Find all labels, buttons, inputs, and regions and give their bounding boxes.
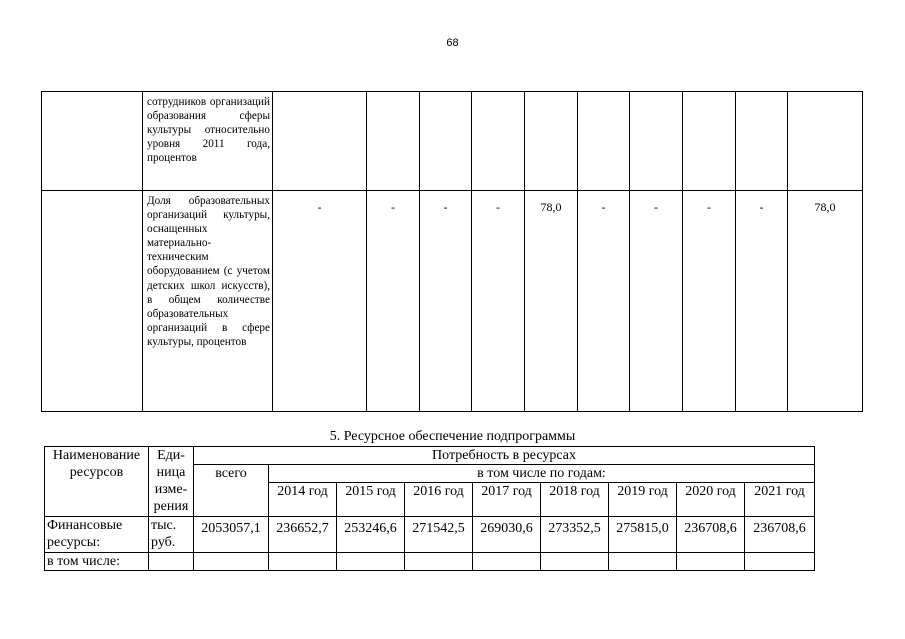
- page-number: 68: [446, 37, 459, 49]
- header-year: 2021 год: [745, 483, 815, 517]
- year-value-cell: [745, 553, 815, 571]
- table-row: [45, 517, 815, 553]
- year-value-cell: 236652,7: [269, 517, 337, 553]
- value-cell: [630, 92, 683, 191]
- year-value-cell: [405, 553, 473, 571]
- value-cell: [525, 92, 578, 191]
- value-cell: [367, 92, 420, 191]
- resource-name-cell: в том числе:: [45, 553, 149, 571]
- value-cell: -: [630, 191, 683, 412]
- empty-cell: [42, 92, 143, 191]
- table-row: [42, 92, 863, 191]
- year-value-cell: [473, 553, 541, 571]
- value-cell: 78,0: [525, 191, 578, 412]
- value-cell: -: [420, 191, 472, 412]
- value-cell: -: [683, 191, 736, 412]
- indicator-name-cell: сотрудников организаций образования сферы культуры относительно уровня 2011 года, процентов: [143, 92, 273, 191]
- value-cell: [736, 92, 788, 191]
- header-resource-name: Наименование ресурсов: [45, 447, 149, 517]
- header-by-years: в том числе по годам:: [269, 465, 815, 483]
- year-value-cell: 236708,6: [677, 517, 745, 553]
- table-row: [45, 553, 815, 571]
- year-value-cell: [269, 553, 337, 571]
- value-cell: -: [736, 191, 788, 412]
- header-year: 2015 год: [337, 483, 405, 517]
- unit-cell: [149, 553, 194, 571]
- header-year: 2017 год: [473, 483, 541, 517]
- empty-cell: [42, 191, 143, 412]
- year-value-cell: 275815,0: [609, 517, 677, 553]
- resource-table: [44, 446, 815, 571]
- value-cell: -: [367, 191, 420, 412]
- value-cell: [472, 92, 525, 191]
- header-year: 2016 год: [405, 483, 473, 517]
- table-row: [42, 191, 863, 412]
- resource-name-cell: Финансовые ресурсы:: [45, 517, 149, 553]
- value-cell: [788, 92, 863, 191]
- value-cell: 78,0: [788, 191, 863, 412]
- value-cell: [683, 92, 736, 191]
- year-value-cell: 271542,5: [405, 517, 473, 553]
- value-cell: [420, 92, 472, 191]
- year-value-cell: 236708,6: [745, 517, 815, 553]
- total-cell: 2053057,1: [194, 517, 269, 553]
- value-cell: -: [273, 191, 367, 412]
- year-value-cell: 273352,5: [541, 517, 609, 553]
- header-unit: Еди- ница изме- рения: [149, 447, 194, 517]
- header-year: 2018 год: [541, 483, 609, 517]
- header-year: 2019 год: [609, 483, 677, 517]
- year-value-cell: 269030,6: [473, 517, 541, 553]
- indicator-name-cell: Доля образовательных организаций культуры, оснащенных материально-техническим оборудованием (с учетом детских школ искусств), в общем количестве образовательных организаций в сфере культуры, процентов: [143, 191, 273, 412]
- year-value-cell: [541, 553, 609, 571]
- year-value-cell: 253246,6: [337, 517, 405, 553]
- header-total: всего: [194, 465, 269, 517]
- table-header-row: [45, 447, 815, 465]
- unit-cell: тыс. руб.: [149, 517, 194, 553]
- header-need: Потребность в ресурсах: [194, 447, 815, 465]
- indicators-table: [41, 91, 863, 412]
- header-year: 2014 год: [269, 483, 337, 517]
- value-cell: -: [472, 191, 525, 412]
- header-year: 2020 год: [677, 483, 745, 517]
- value-cell: [578, 92, 630, 191]
- section-title: 5. Ресурсное обеспечение подпрограммы: [329, 429, 576, 444]
- year-value-cell: [337, 553, 405, 571]
- year-value-cell: [609, 553, 677, 571]
- year-value-cell: [677, 553, 745, 571]
- total-cell: [194, 553, 269, 571]
- value-cell: -: [578, 191, 630, 412]
- value-cell: [273, 92, 367, 191]
